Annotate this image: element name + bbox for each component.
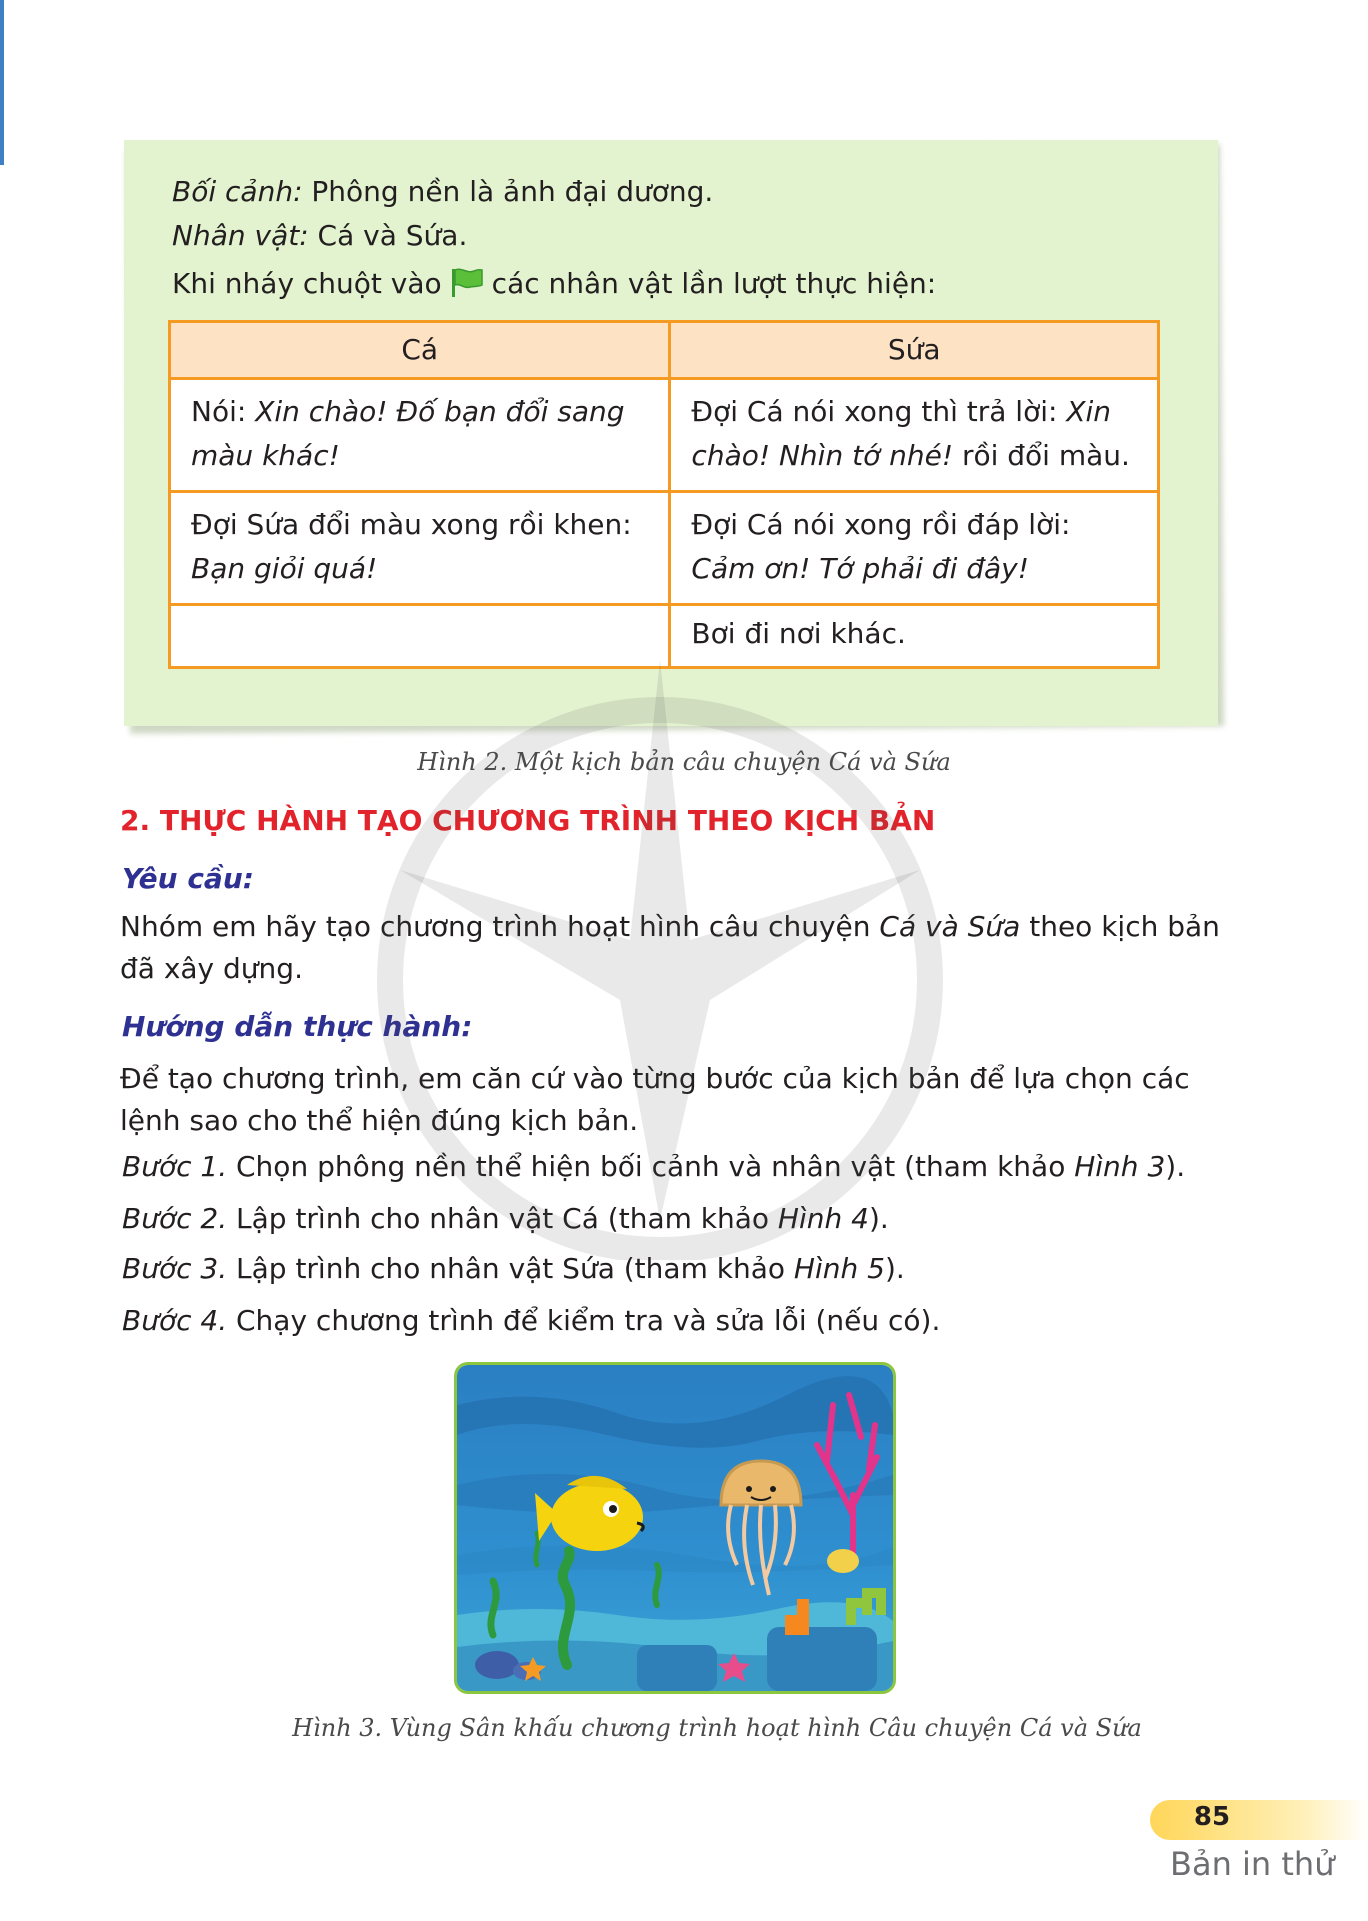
cell-text: Đợi Cá nói xong rồi đáp lời:: [691, 508, 1071, 541]
requirement-paragraph: [120, 906, 1235, 990]
green-flag-icon: [450, 267, 484, 308]
setting-text: Phông nền là ảnh đại dương.: [302, 175, 714, 208]
card-line-setting: [172, 174, 713, 210]
cell-italic: Bạn giỏi quá!: [191, 552, 378, 585]
step-2: [122, 1202, 889, 1235]
step-ref: Hình 5: [793, 1252, 885, 1285]
step-text: Chọn phông nền thể hiện bối cảnh và nhân vật (tham khảo: [227, 1150, 1075, 1183]
requirement-heading: Yêu cầu:: [122, 862, 254, 895]
step-end: ).: [1165, 1150, 1186, 1183]
cell-text: Đợi Sứa đổi màu xong rồi khen:: [191, 508, 632, 541]
page-number: 85: [1193, 1802, 1231, 1832]
cell-ca-2: [170, 492, 670, 605]
cell-text: Đợi Cá nói xong thì trả lời:: [691, 395, 1067, 428]
instructions-before: Khi nháy chuột vào: [172, 267, 442, 300]
guide-paragraph: Để tạo chương trình, em căn cứ vào từng bước của kịch bản để lựa chọn các lệnh sao cho thể hiện đúng kịch bản.: [120, 1062, 1190, 1137]
figure-2-caption: Hình 2. Một kịch bản câu chuyện Cá và Sứa: [417, 748, 951, 776]
step-label: Bước 3.: [122, 1252, 228, 1285]
card-line-characters: [172, 218, 467, 254]
table-row: [170, 492, 1159, 605]
requirement-story-name: Cá và Sứa: [879, 910, 1021, 943]
cell-italic: Cảm ơn! Tớ phải đi đây!: [691, 552, 1029, 585]
section-title: 2. THỰC HÀNH TẠO CHƯƠNG TRÌNH THEO KỊCH BẢN: [120, 804, 936, 837]
cell-text: Nói:: [191, 395, 256, 428]
step-end: ).: [868, 1202, 889, 1235]
script-table: [168, 320, 1160, 669]
cell-sua-1: [670, 379, 1159, 492]
step-label: Bước 4.: [122, 1304, 228, 1337]
step-label: Bước 2.: [122, 1202, 228, 1235]
characters-text: Cá và Sứa.: [308, 219, 468, 252]
header-sua: Sứa: [670, 322, 1159, 379]
cell-sua-3: Bơi đi nơi khác.: [670, 605, 1159, 668]
instructions-after: các nhân vật lần lượt thực hiện:: [491, 267, 937, 300]
characters-label: Nhân vật:: [172, 219, 309, 252]
page-edge-line: [0, 0, 4, 165]
figure-3-caption: Hình 3. Vùng Sân khấu chương trình hoạt hình Câu chuyện Cá và Sứa: [292, 1714, 1142, 1742]
step-text: Lập trình cho nhân vật Cá (tham khảo: [227, 1202, 778, 1235]
guide-heading: Hướng dẫn thực hành:: [122, 1010, 473, 1043]
step-ref: Hình 3: [1074, 1150, 1166, 1183]
table-row: [170, 605, 1159, 668]
stage-illustration: [454, 1362, 896, 1694]
table-row: [170, 379, 1159, 492]
cell-ca-1: [170, 379, 670, 492]
step-ref: Hình 4: [777, 1202, 869, 1235]
cell-ca-3: [170, 605, 670, 668]
cell-sua-2: [670, 492, 1159, 605]
step-text: Chạy chương trình để kiểm tra và sửa lỗi (nếu có).: [227, 1304, 941, 1337]
requirement-text: Nhóm em hãy tạo chương trình hoạt hình câu chuyện: [120, 910, 880, 943]
header-ca: Cá: [170, 322, 670, 379]
step-text: Lập trình cho nhân vật Sứa (tham khảo: [227, 1252, 794, 1285]
setting-label: Bối cảnh:: [172, 175, 303, 208]
draft-label: Bản in thử: [1170, 1845, 1335, 1883]
cell-text-end: rồi đổi màu.: [953, 439, 1130, 472]
step-end: ).: [884, 1252, 905, 1285]
cell-italic: Xin chào! Đố bạn đổi sang màu khác!: [191, 395, 625, 472]
requirement-text-end: theo kịch bản đã xây dựng.: [120, 910, 1220, 985]
ocean-scene-image: [457, 1365, 893, 1691]
step-3: [122, 1252, 905, 1285]
step-1: [122, 1150, 1185, 1183]
step-label: Bước 1.: [122, 1150, 228, 1183]
step-4: [122, 1304, 940, 1337]
cell-italic: Xin chào! Nhìn tớ nhé!: [691, 395, 1112, 472]
card-line-instructions: [172, 266, 936, 308]
